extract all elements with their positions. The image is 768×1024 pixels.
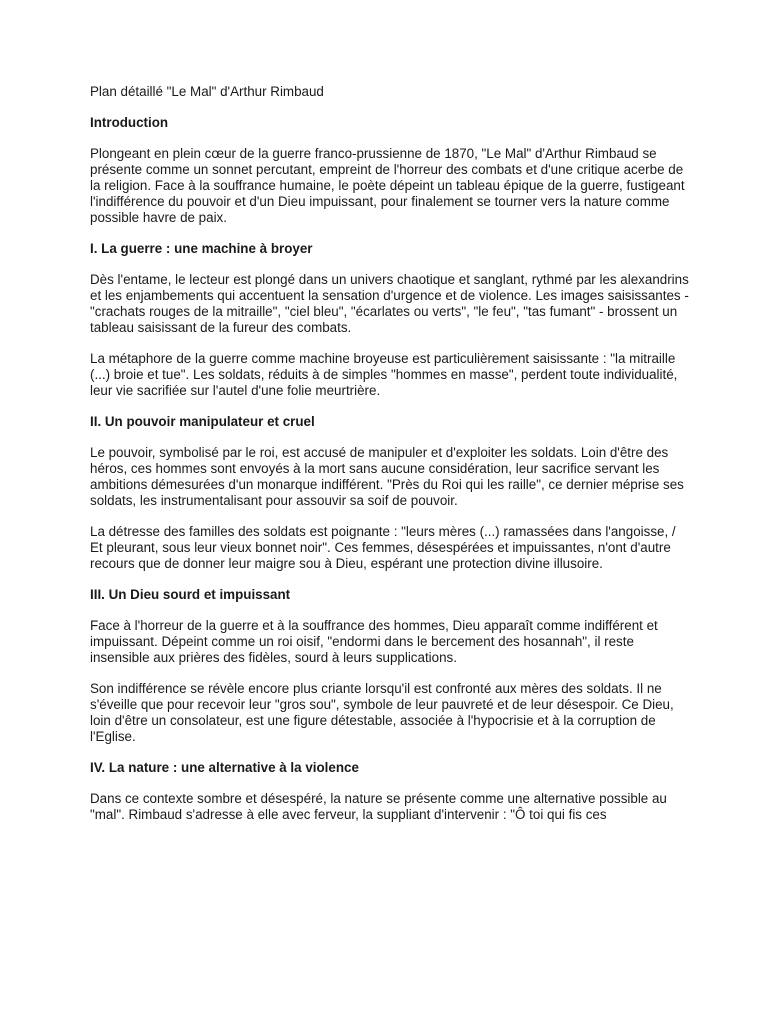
document-title: Plan détaillé "Le Mal" d'Arthur Rimbaud: [90, 84, 324, 99]
heading-section-2: II. Un pouvoir manipulateur et cruel: [90, 414, 315, 429]
heading-section-1: I. La guerre : une machine à broyer: [90, 241, 313, 256]
paragraph-introduction: Plongeant en plein cœur de la guerre franco-prussienne de 1870, "Le Mal" d'Arthur Rimbaud se présente comme un sonnet percutant, empreint de l'horreur des combats et d'une critique acerbe de la religion. Face à la souffrance humaine, le poète dépeint un tableau épique de la guerre, fustigeant l'indifférence du pouvoir et d'un Dieu impuissant, pour finalement se tourner vers la nature comme possible havre de paix.: [90, 146, 685, 225]
paragraph-section-1-2: La métaphore de la guerre comme machine broyeuse est particulièrement saisissante : "la mitraille (...) broie et tue". Les soldats, réduits à de simples "hommes en masse", perdent toute individualité, leur vie sacrifiée sur l'autel d'une folie meurtrière.: [90, 351, 678, 398]
document-page: [90, 84, 690, 838]
heading-section-3: III. Un Dieu sourd et impuissant: [90, 587, 291, 602]
heading-introduction: Introduction: [90, 115, 169, 130]
paragraph-section-1-1: Dès l'entame, le lecteur est plongé dans un univers chaotique et sanglant, rythmé par les alexandrins et les enjambements qui accentuent la sensation d'urgence et de violence. Les images saisissantes - "crachats rouges de la mitraille", "ciel bleu", "écarlates ou verts", "le feu", "tas fumant" - brossent un tableau saisissant de la fureur des combats.: [90, 272, 689, 335]
paragraph-section-4-1: Dans ce contexte sombre et désespéré, la nature se présente comme une alternative possible au "mal". Rimbaud s'adresse à elle avec ferveur, la suppliant d'intervenir : "Ô toi qui fis ces: [90, 791, 667, 822]
paragraph-section-2-1: Le pouvoir, symbolisé par le roi, est accusé de manipuler et d'exploiter les soldats. Loin d'être des héros, ces hommes sont envoyés à la mort sans aucune considération, leur sacrifice servant les ambitions démesurées d'un monarque indifférent. "Près du Roi qui les raille", ce dernier méprise ses soldats, les instrumentalisant pour assouvir sa soif de pouvoir.: [90, 445, 684, 508]
paragraph-section-3-1: Face à l'horreur de la guerre et à la souffrance des hommes, Dieu apparaît comme indifférent et impuissant. Dépeint comme un roi oisif, "endormi dans le bercement des hosannah", il reste insensible aux prières des fidèles, sourd à leurs supplications.: [90, 618, 658, 665]
paragraph-section-3-2: Son indifférence se révèle encore plus criante lorsqu'il est confronté aux mères des soldats. Il ne s'éveille que pour recevoir leur "gros sou", symbole de leur pauvreté et de leur désespoir. Ce Dieu, loin d'être un consolateur, est une figure détestable, associée à l'hypocrisie et à la corruption de l'Eglise.: [90, 681, 674, 744]
paragraph-section-2-2: La détresse des familles des soldats est poignante : "leurs mères (...) ramassées dans l'angoisse, / Et pleurant, sous leur vieux bonnet noir". Ces femmes, désespérées et impuissantes, n'ont d'autre recours que de donner leur maigre sou à Dieu, espérant une protection divine illusoire.: [90, 524, 676, 571]
heading-section-4: IV. La nature : une alternative à la violence: [90, 760, 359, 775]
